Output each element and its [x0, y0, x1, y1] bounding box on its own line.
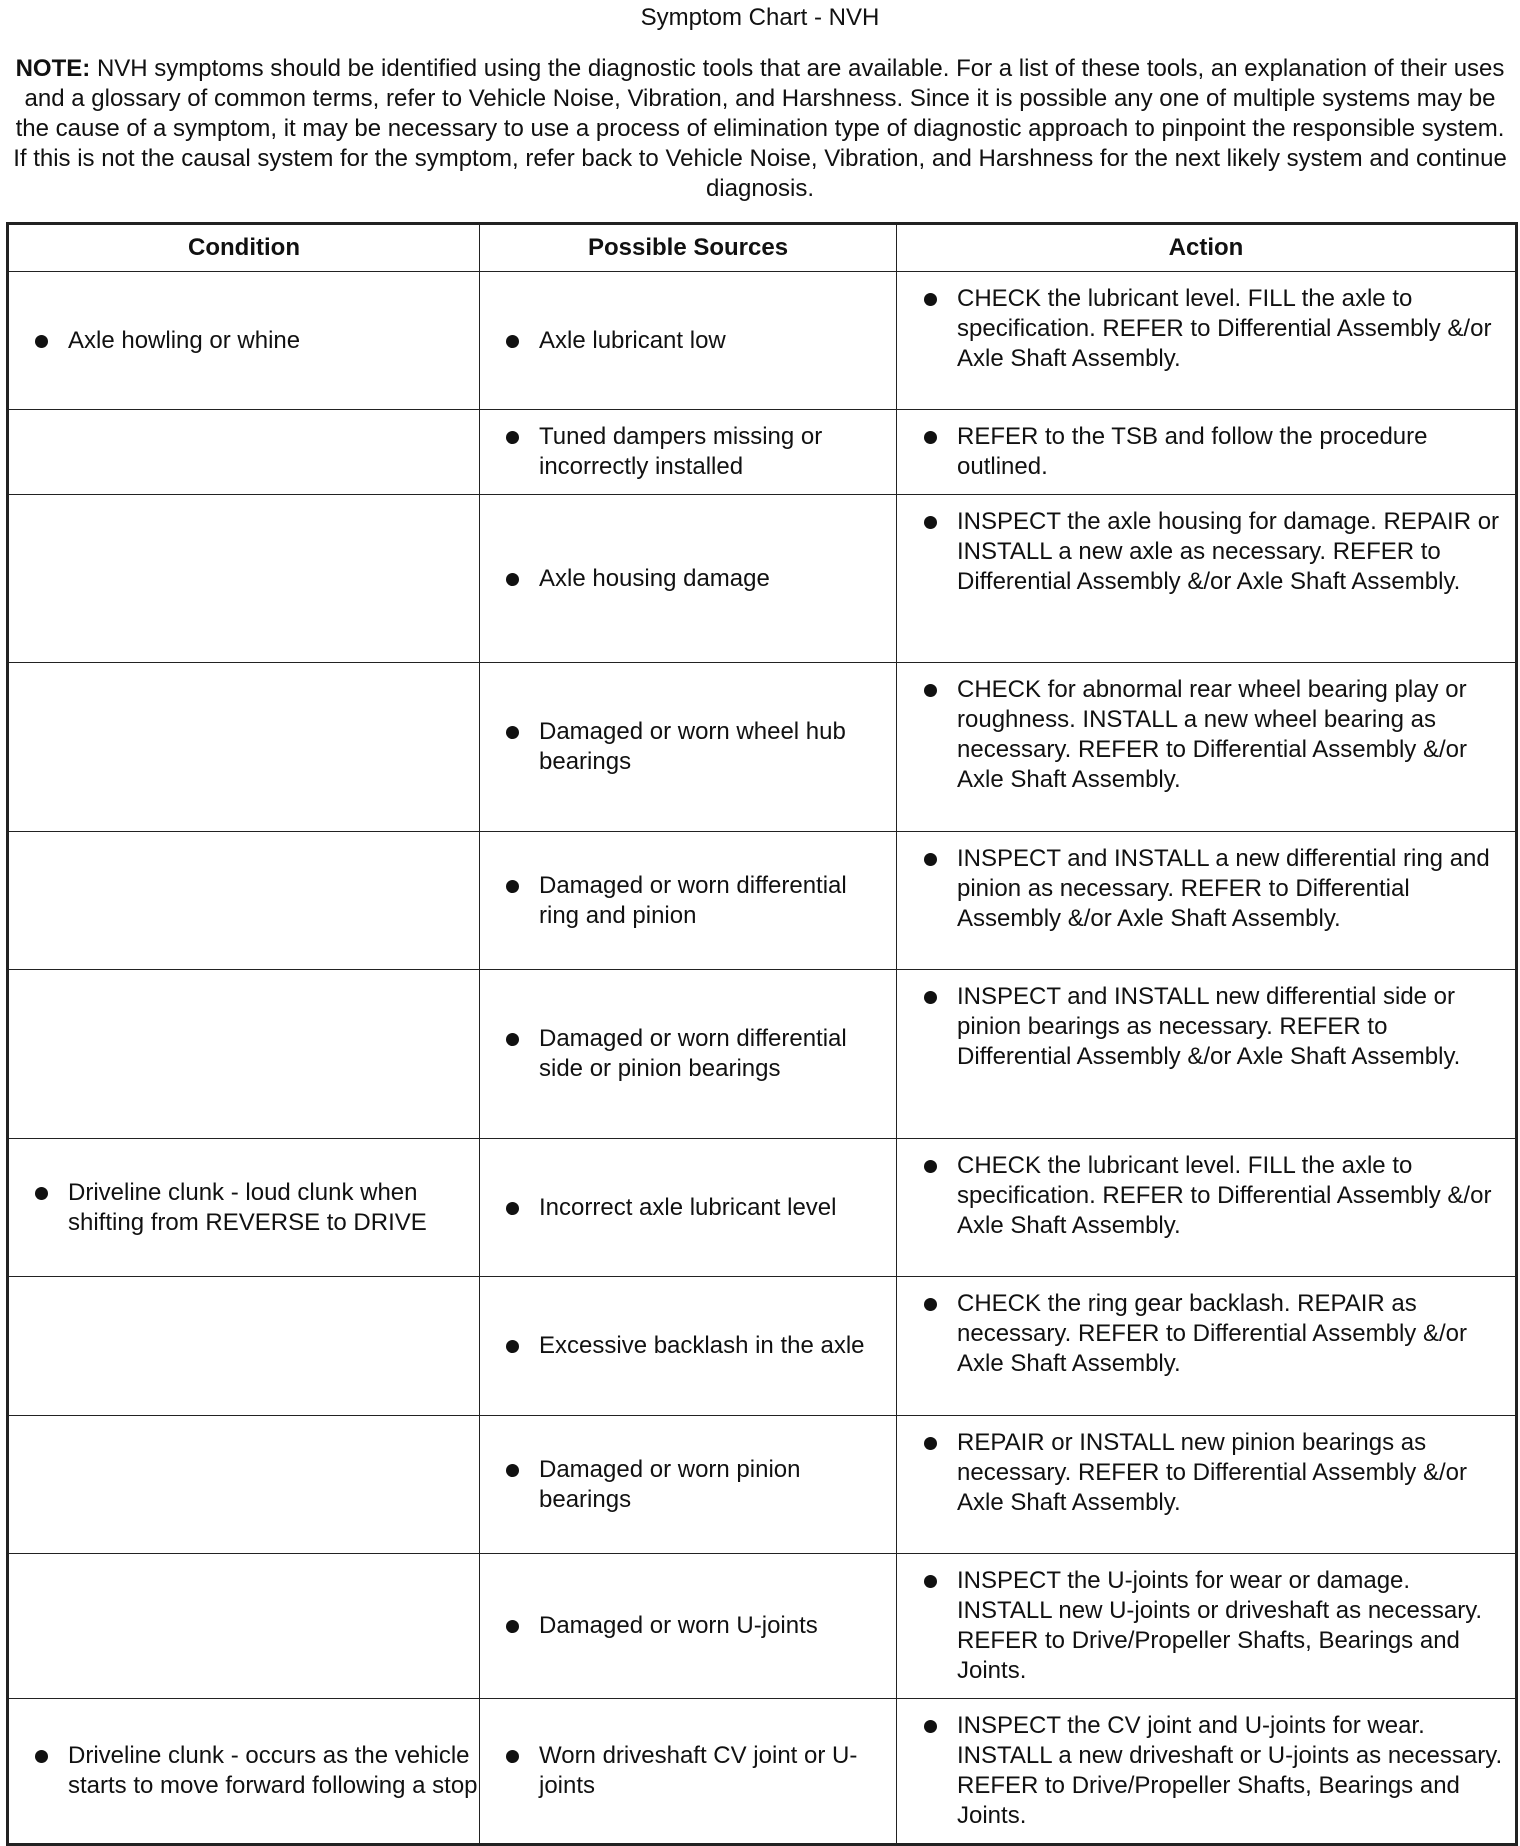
condition-cell	[8, 495, 480, 663]
bullet-icon	[506, 1620, 519, 1633]
condition-cell	[8, 1277, 480, 1416]
bullet-icon	[924, 1160, 937, 1173]
table-row	[8, 663, 1517, 832]
bullet-item	[480, 1741, 896, 1801]
bullet-item	[9, 1741, 479, 1801]
source-cell	[480, 1699, 897, 1845]
source-cell	[480, 970, 897, 1139]
bullet-icon	[35, 335, 48, 348]
bullet-icon	[924, 684, 937, 697]
source-cell-text: Excessive backlash in the axle	[539, 1332, 865, 1359]
bullet-icon	[35, 1750, 48, 1763]
action-cell-text: INSPECT and INSTALL new differential side or pinion bearings as necessary. REFER to Differential Assembly &/or Axle Shaft Assembly.	[957, 983, 1461, 1070]
table-header-row	[8, 224, 1517, 272]
action-cell	[897, 1554, 1517, 1699]
table-row	[8, 1699, 1517, 1845]
bullet-icon	[924, 1720, 937, 1733]
bullet-icon	[924, 991, 937, 1004]
action-cell	[897, 663, 1517, 832]
page-title: Symptom Chart - NVH	[640, 4, 880, 31]
action-cell-text: CHECK the lubricant level. FILL the axle to specification. REFER to Differential Assembly &/or Axle Shaft Assembly.	[957, 285, 1492, 372]
table-row	[8, 272, 1517, 410]
bullet-item	[897, 1139, 1515, 1253]
bullet-item	[897, 495, 1515, 609]
column-header-possible-sources: Possible Sources	[480, 224, 897, 272]
source-cell	[480, 495, 897, 663]
condition-cell	[8, 1699, 480, 1845]
bullet-icon	[506, 880, 519, 893]
table-row	[8, 970, 1517, 1139]
table-row	[8, 832, 1517, 970]
bullet-item	[480, 1331, 896, 1361]
condition-cell	[8, 1416, 480, 1554]
action-cell-text: INSPECT the CV joint and U-joints for wear. INSTALL a new driveshaft or U-joints as necessary. REFER to Drive/Propeller Shafts, Bearings and Joints.	[957, 1712, 1503, 1829]
source-cell-text: Damaged or worn pinion bearings	[539, 1455, 801, 1513]
action-cell	[897, 495, 1517, 663]
bullet-item	[897, 663, 1515, 807]
condition-cell	[8, 970, 480, 1139]
bullet-item	[897, 410, 1515, 494]
bullet-icon	[506, 726, 519, 739]
note-label: NOTE:	[15, 55, 91, 82]
source-cell-text: Damaged or worn wheel hub bearings	[539, 718, 846, 775]
bullet-item	[480, 1455, 896, 1515]
bullet-item	[897, 1554, 1515, 1698]
source-cell	[480, 1554, 897, 1699]
condition-cell-text: Axle howling or whine	[68, 326, 301, 354]
bullet-icon	[35, 1187, 48, 1200]
bullet-item	[480, 1193, 896, 1223]
bullet-item	[9, 326, 479, 356]
bullet-item	[897, 832, 1515, 946]
table-row	[8, 1277, 1517, 1416]
action-cell-text: CHECK the lubricant level. FILL the axle to specification. REFER to Differential Assembly &/or Axle Shaft Assembly.	[957, 1152, 1492, 1239]
column-header-action: Action	[897, 224, 1517, 272]
table-body	[8, 272, 1517, 1845]
action-cell	[897, 1139, 1517, 1277]
action-cell	[897, 1699, 1517, 1845]
condition-cell-text: Driveline clunk - loud clunk when shifting from REVERSE to DRIVE	[68, 1178, 427, 1236]
bullet-icon	[506, 431, 519, 444]
condition-cell	[8, 832, 480, 970]
symptom-table	[6, 222, 1518, 1846]
note-text: NVH symptoms should be identified using the diagnostic tools that are available. For a list of these tools, an explanation of their uses and a glossary of common terms, refer to Vehicle Noise, Vibration, and Harshness. Since it is possible any one of multiple systems may be the cause of a symptom, it may be necessary to use a process of elimination type of diagnostic approach to pinpoint the responsible system. If this is not the causal system for the symptom, refer back to Vehicle Noise, Vibration, and Harshness for the next likely system and continue diagnosis.	[13, 55, 1507, 202]
bullet-item	[480, 326, 896, 356]
source-cell	[480, 832, 897, 970]
condition-cell	[8, 1554, 480, 1699]
bullet-icon	[506, 573, 519, 586]
column-header-condition: Condition	[8, 224, 480, 272]
source-cell	[480, 663, 897, 832]
table-row	[8, 1416, 1517, 1554]
condition-cell	[8, 663, 480, 832]
bullet-icon	[506, 1340, 519, 1353]
bullet-item	[480, 422, 896, 482]
action-cell-text: REFER to the TSB and follow the procedure outlined.	[957, 423, 1428, 480]
action-cell	[897, 1277, 1517, 1416]
action-cell	[897, 410, 1517, 495]
action-cell-text: REPAIR or INSTALL new pinion bearings as necessary. REFER to Differential Assembly &/or Axle Shaft Assembly.	[957, 1429, 1467, 1516]
bullet-icon	[506, 1033, 519, 1046]
action-cell-text: INSPECT the axle housing for damage. REPAIR or INSTALL a new axle as necessary. REFER to Differential Assembly &/or Axle Shaft Assembly.	[957, 508, 1500, 595]
bullet-icon	[924, 1575, 937, 1588]
action-cell	[897, 1416, 1517, 1554]
source-cell	[480, 410, 897, 495]
table-row	[8, 410, 1517, 495]
bullet-icon	[924, 431, 937, 444]
bullet-icon	[924, 293, 937, 306]
bullet-item	[480, 1024, 896, 1084]
bullet-item	[480, 1611, 896, 1641]
bullet-icon	[506, 1202, 519, 1215]
action-cell	[897, 272, 1517, 410]
action-cell-text: CHECK the ring gear backlash. REPAIR as necessary. REFER to Differential Assembly &/or Axle Shaft Assembly.	[957, 1290, 1467, 1377]
source-cell-text: Incorrect axle lubricant level	[539, 1193, 837, 1221]
source-cell-text: Tuned dampers missing or incorrectly installed	[539, 423, 823, 480]
condition-cell-text: Driveline clunk - occurs as the vehicle starts to move forward following a stop	[68, 1742, 478, 1799]
source-cell-text: Damaged or worn differential ring and pinion	[539, 871, 847, 929]
table-row	[8, 495, 1517, 663]
condition-cell	[8, 272, 480, 410]
source-cell-text: Damaged or worn U-joints	[539, 1612, 818, 1639]
bullet-item	[897, 1277, 1515, 1391]
bullet-icon	[506, 1464, 519, 1477]
source-cell-text: Axle lubricant low	[539, 326, 726, 354]
source-cell	[480, 272, 897, 410]
note-paragraph	[8, 54, 1512, 204]
action-cell	[897, 832, 1517, 970]
action-cell-text: CHECK for abnormal rear wheel bearing play or roughness. INSTALL a new wheel bearing as necessary. REFER to Differential Assembly &/or Axle Shaft Assembly.	[957, 676, 1467, 793]
source-cell-text: Axle housing damage	[539, 564, 770, 592]
bullet-icon	[506, 1750, 519, 1763]
bullet-icon	[924, 1437, 937, 1450]
action-cell	[897, 970, 1517, 1139]
source-cell-text: Worn driveshaft CV joint or U-joints	[539, 1742, 858, 1799]
bullet-item	[9, 1178, 479, 1238]
table-row	[8, 1139, 1517, 1277]
bullet-item	[897, 1699, 1515, 1843]
bullet-item	[480, 871, 896, 931]
table-row	[8, 1554, 1517, 1699]
condition-cell	[8, 410, 480, 495]
bullet-icon	[924, 1298, 937, 1311]
source-cell-text: Damaged or worn differential side or pinion bearings	[539, 1025, 847, 1082]
bullet-icon	[924, 516, 937, 529]
bullet-item	[897, 970, 1515, 1084]
bullet-item	[897, 272, 1515, 386]
bullet-icon	[506, 335, 519, 348]
bullet-item	[897, 1416, 1515, 1530]
bullet-item	[480, 564, 896, 594]
bullet-icon	[924, 853, 937, 866]
source-cell	[480, 1277, 897, 1416]
source-cell	[480, 1416, 897, 1554]
action-cell-text: INSPECT and INSTALL a new differential ring and pinion as necessary. REFER to Differential Assembly &/or Axle Shaft Assembly.	[957, 845, 1490, 932]
condition-cell	[8, 1139, 480, 1277]
bullet-item	[480, 717, 896, 777]
source-cell	[480, 1139, 897, 1277]
action-cell-text: INSPECT the U-joints for wear or damage. INSTALL new U-joints or driveshaft as necessary. REFER to Drive/Propeller Shafts, Bearings and Joints.	[957, 1567, 1483, 1684]
